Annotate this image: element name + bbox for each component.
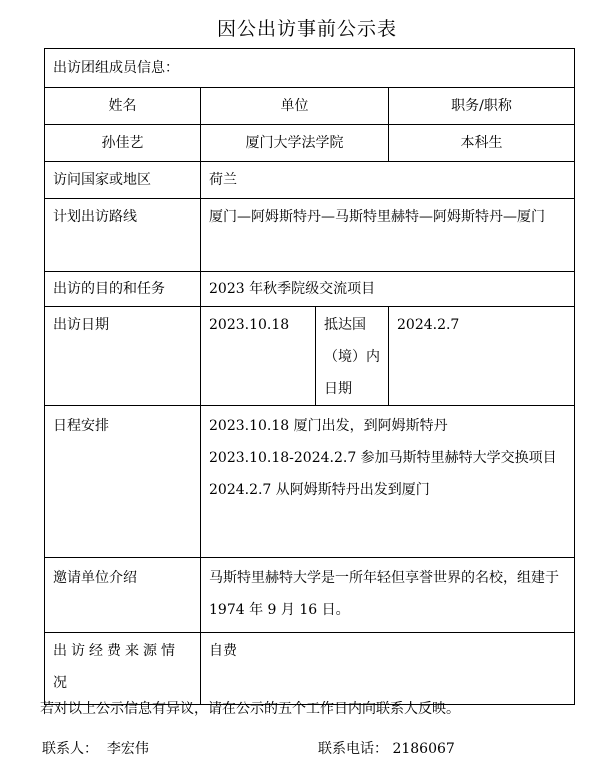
return-label: 抵达国（境）内日期 [316,307,389,406]
schedule-item: 2023.10.18 厦门出发，到阿姆斯特丹 [209,418,448,434]
return-value: 2024.2.7 [389,307,575,406]
purpose-value: 2023 年秋季院级交流项目 [201,272,575,307]
inviter-label: 邀请单位介绍 [45,558,201,633]
publicity-table [44,48,575,705]
schedule-label: 日程安排 [45,406,201,558]
purpose-label: 出访的目的和任务 [45,272,201,307]
funding-value: 自费 [201,633,575,705]
member-name: 孙佳艺 [45,125,201,162]
date-label: 出访日期 [45,307,201,406]
header-unit: 单位 [201,88,389,125]
schedule-item: 2023.10.18-2024.2.7 参加马斯特里赫特大学交换项目 [209,450,557,466]
header-name: 姓名 [45,88,201,125]
member-unit: 厦门大学法学院 [201,125,389,162]
schedule-value [201,406,575,558]
country-value: 荷兰 [201,162,575,199]
page-title: 因公出访事前公示表 [216,18,397,40]
header-title: 职务/职称 [389,88,575,125]
funding-label: 出访经费来源情况 [45,633,201,705]
route-label: 计划出访路线 [45,199,201,272]
route-value: 厦门—阿姆斯特丹—马斯特里赫特—阿姆斯特丹—厦门 [201,199,575,272]
member-title: 本科生 [389,125,575,162]
objection-note: 若对以上公示信息有异议，请在公示的五个工作日内向联系人反映。 [40,701,460,717]
date-value: 2023.10.18 [201,307,316,406]
country-label: 访问国家或地区 [45,162,201,199]
contact-phone: 联系电话： 2186067 [318,741,455,757]
schedule-item: 2024.2.7 从阿姆斯特丹出发到厦门 [209,482,430,498]
members-heading: 出访团组成员信息： [45,49,575,88]
contact-person: 联系人： 李宏伟 [42,741,149,757]
inviter-value: 马斯特里赫特大学是一所年轻但享誉世界的名校，组建于 1974 年 9 月 16 日。 [201,558,575,633]
